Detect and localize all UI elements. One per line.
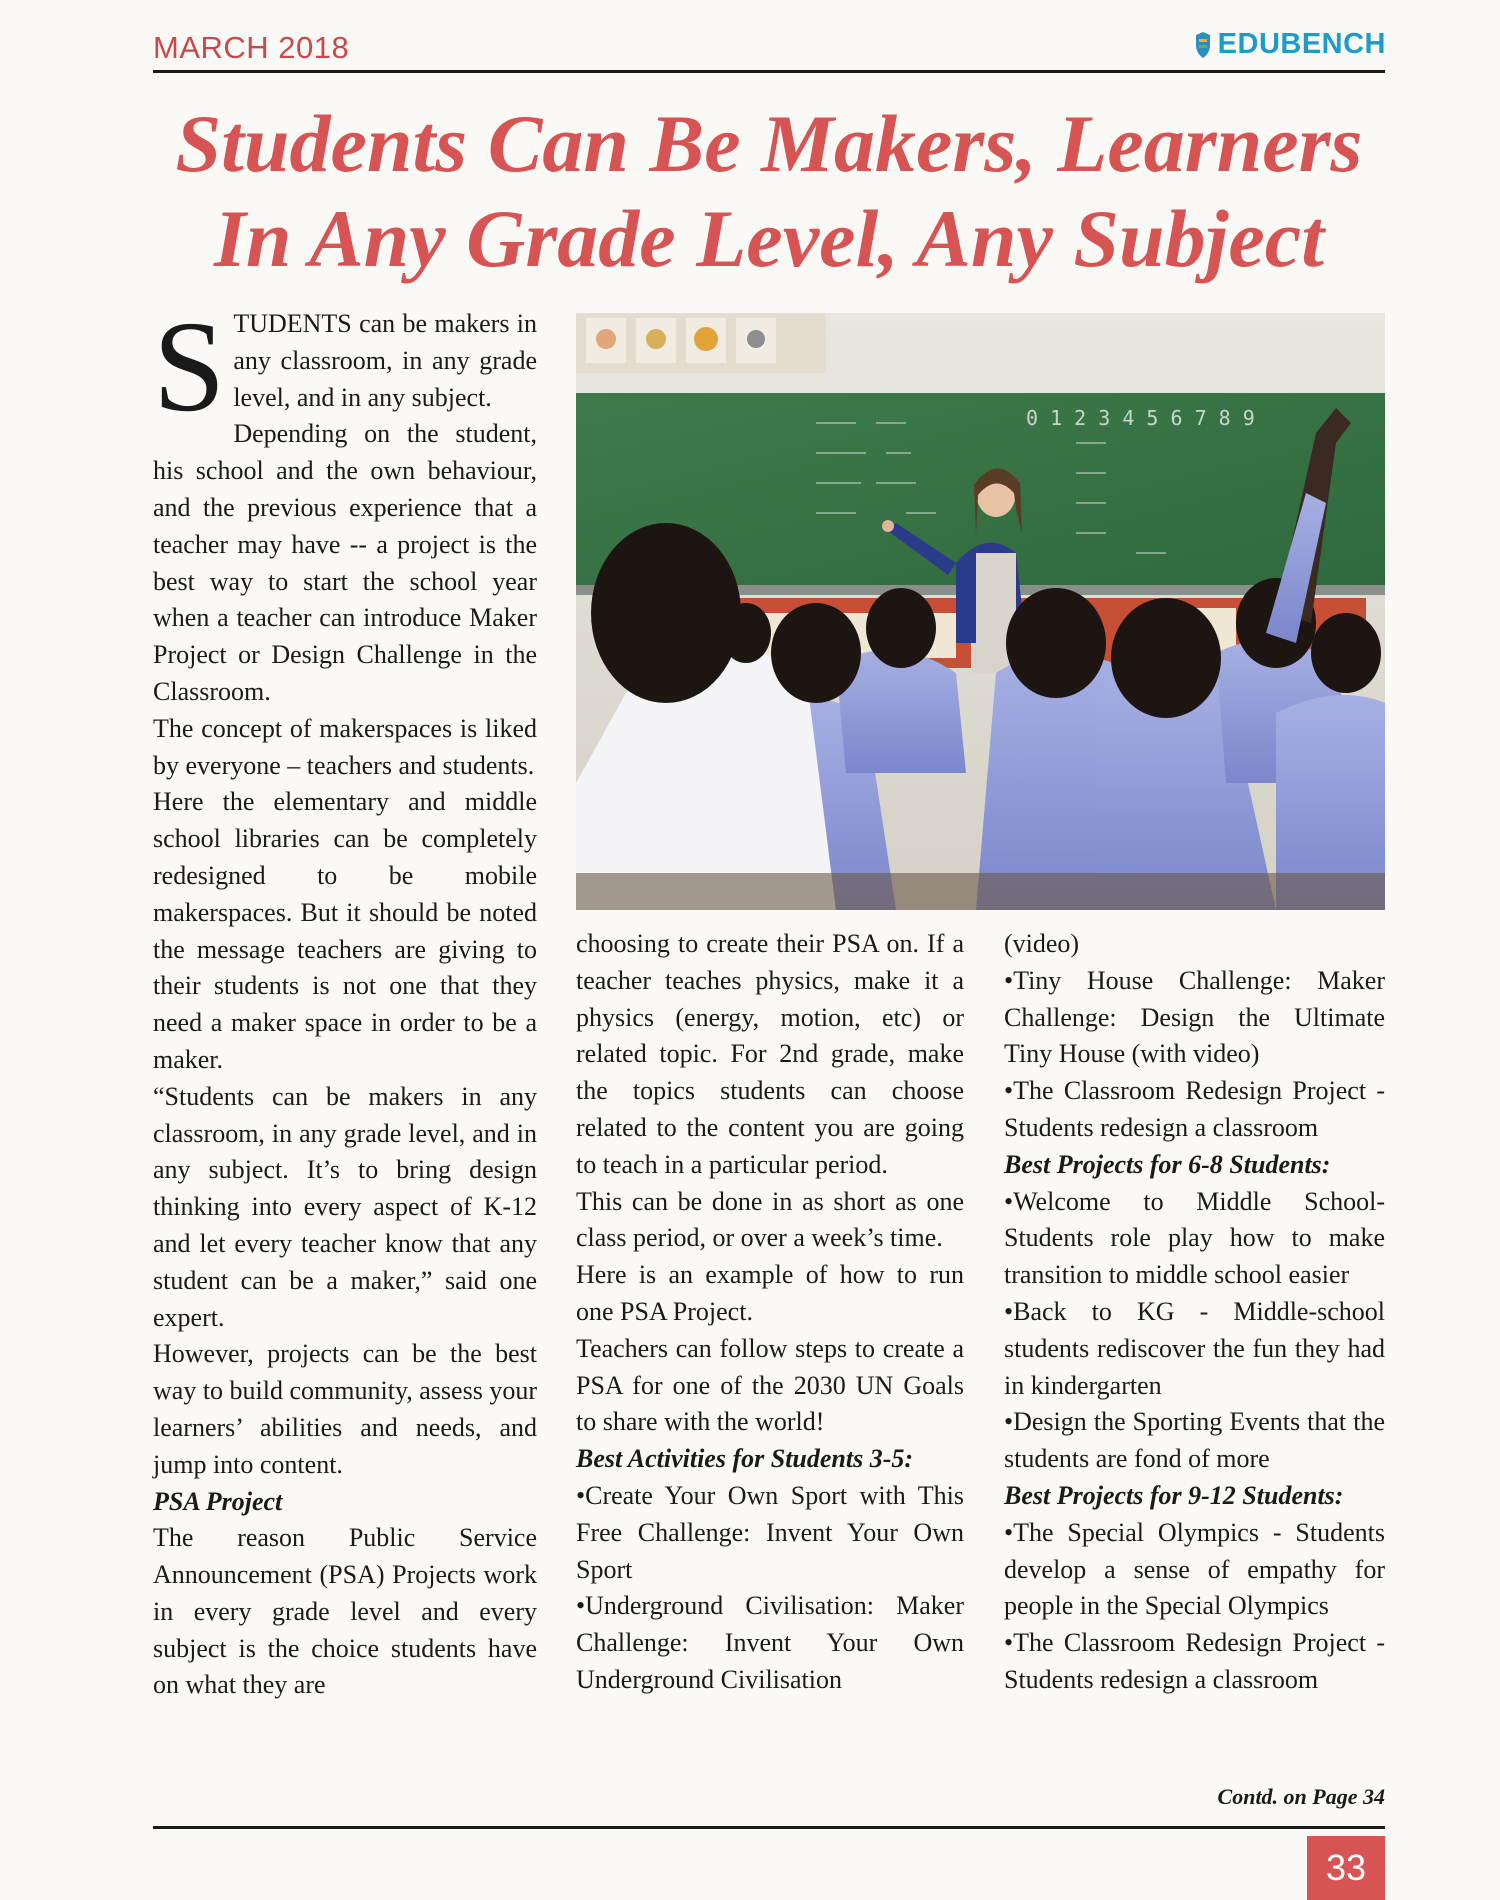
paragraph: The concept of makerspaces is liked by everyone – teachers and students. bbox=[153, 713, 537, 780]
issue-date: MARCH 2018 bbox=[153, 30, 350, 65]
paragraph: Depending on the student, his school and the own behaviour, and the previous experience that a teacher may have -- a project is the best way to start the school year when a teacher can introduce Maker Project or Design Challenge in the Classroom. bbox=[153, 419, 537, 706]
section-heading: Best Activities for Students 3-5: bbox=[576, 1444, 914, 1474]
paragraph: Teachers can follow steps to create a PSA for one of the 2030 UN Goals to share with the world! bbox=[576, 1333, 964, 1437]
paragraph-continued: choosing to create their PSA on. If a teacher teaches physics, make it a physics (energy, motion, etc) or related topic. For 2nd grade, make the topics students can choose related to the content you are going to teach in a particular period. bbox=[576, 929, 964, 1179]
publication-logo bbox=[1194, 28, 1386, 61]
section-heading: PSA Project bbox=[153, 1486, 283, 1516]
lead-paragraph bbox=[153, 295, 537, 439]
brand-shield-icon bbox=[1194, 31, 1212, 59]
article-title bbox=[140, 96, 1398, 286]
paragraph: “Students can be makers in any classroom, in any grade level, and in any subject. It’s to bring design thinking into every aspect of K-12 and let every teacher know that any student can be a maker,” said one expert. bbox=[153, 1081, 537, 1332]
list-item: •The Special Olympics - Students develop a sense of empathy for people in the Special Olympics bbox=[1004, 1517, 1385, 1621]
paragraph: Here is an example of how to run one PSA Project. bbox=[576, 1260, 964, 1326]
header-rule bbox=[153, 70, 1385, 73]
article-column-1 bbox=[153, 295, 537, 1704]
drop-cap: S bbox=[153, 295, 226, 439]
article-column-3 bbox=[1004, 926, 1385, 1699]
paragraph: This can be done in as short as one class period, or over a week’s time. bbox=[576, 1186, 964, 1253]
list-item: •The Classroom Redesign Project - Students redesign a classroom bbox=[1004, 1076, 1385, 1142]
page-number: 33 bbox=[1307, 1836, 1385, 1900]
list-item: •Design the Sporting Events that the students are fond of more bbox=[1004, 1407, 1385, 1474]
title-line-2: In Any Grade Level, Any Subject bbox=[214, 193, 1324, 284]
footer-rule bbox=[153, 1826, 1385, 1829]
article-column-2 bbox=[576, 926, 964, 1699]
classroom-photo bbox=[576, 313, 1385, 910]
list-item: •Underground Civilisation: Maker Challenge: Invent Your Own Underground Civilisation bbox=[576, 1591, 964, 1694]
paragraph: Here the elementary and middle school libraries can be completely redesigned to be mobile makerspaces. But it should be noted the message teachers are giving to their students is not one that they need a maker space in order to be a maker. bbox=[153, 787, 537, 1074]
list-item: •Create Your Own Sport with This Free Challenge: Invent Your Own Sport bbox=[576, 1480, 964, 1584]
chalk-numbers: 0 1 2 3 4 5 6 7 8 9 bbox=[1026, 406, 1255, 430]
paragraph: However, projects can be the best way to build community, assess your learners’ abilities and needs, and jump into content. bbox=[153, 1339, 537, 1479]
paragraph: The reason Public Service Announcement (PSA) Projects work in every grade level and every subject is the choice students have on what they are bbox=[153, 1523, 537, 1700]
list-item: •The Classroom Redesign Project - Students redesign a classroom bbox=[1004, 1628, 1385, 1694]
list-item: •Tiny House Challenge: Maker Challenge: Design the Ultimate Tiny House (with video) bbox=[1004, 965, 1385, 1069]
section-heading: Best Projects for 6-8 Students: bbox=[1004, 1149, 1331, 1179]
title-line-1: Students Can Be Makers, Learners bbox=[175, 98, 1363, 189]
list-item: •Welcome to Middle School- Students role play how to make transition to middle school easier bbox=[1004, 1186, 1385, 1290]
brand-name: EDUBENCH bbox=[1217, 28, 1386, 60]
lead-text: TUDENTS can be makers in any classroom, in any grade level, and in any subject. bbox=[233, 309, 537, 412]
list-item: •Back to KG - Middle-school students rediscover the fun they had in kindergarten bbox=[1004, 1296, 1385, 1400]
list-item-continued: (video) bbox=[1004, 929, 1080, 958]
section-heading: Best Projects for 9-12 Students: bbox=[1004, 1480, 1344, 1510]
continued-note: Contd. on Page 34 bbox=[1217, 1784, 1385, 1809]
